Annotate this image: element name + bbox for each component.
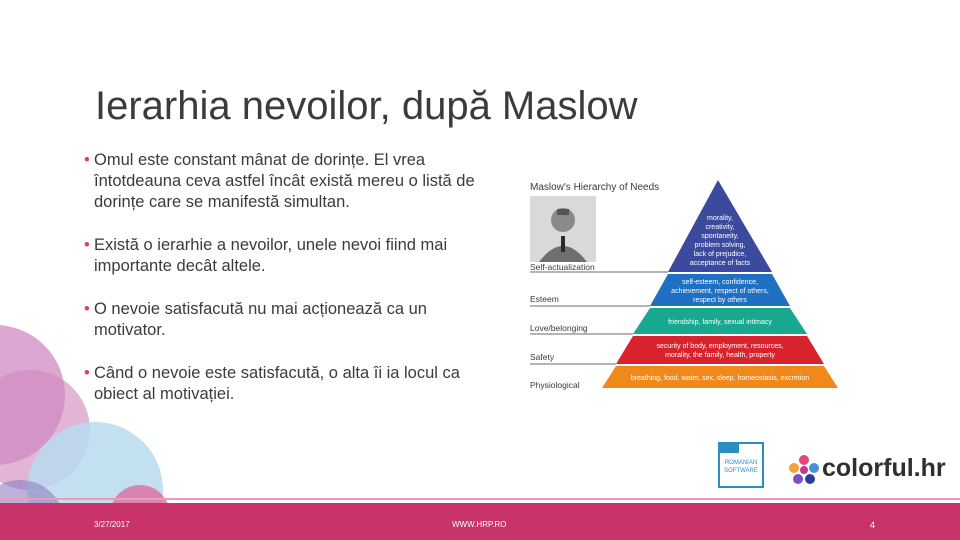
tier-safety: [616, 336, 824, 364]
bullet-text: Când o nevoie este satisfacută, o alta îi ia locul ca obiect al motivației.: [94, 364, 460, 403]
tier-line: morality,: [707, 215, 733, 222]
tier-line: achievement, respect of others,: [671, 288, 769, 295]
bullet-item: [84, 299, 484, 341]
tier-text-love: [668, 319, 772, 326]
bullet-item: [84, 150, 484, 213]
bullet-dot-icon: •: [84, 300, 90, 318]
tier-line: breathing, food, water, sex, sleep, homeostasis, excretion: [630, 375, 810, 382]
colorful-hr-logo: [788, 452, 948, 486]
bullet-text: Există o ierarhie a nevoilor, unele nevoi fiind mai importante decât altele.: [94, 236, 448, 275]
bullet-text: Omul este constant mânat de dorințe. El vrea întotdeauna ceva astfel încât există mereu o listă de dorințe care se manifestă simultan.: [94, 151, 475, 211]
tier-line: lack of prejudice,: [693, 251, 747, 258]
bullet-item: [84, 235, 484, 277]
tier-line: spontaneity,: [701, 233, 739, 240]
tier-line: problem solving,: [694, 242, 746, 249]
romanian-software-logo: [716, 440, 766, 490]
tier-text-physiological: [631, 375, 809, 382]
pyramid-heading: Maslow's Hierarchy of Needs: [530, 182, 660, 193]
level-label: Safety: [530, 352, 555, 362]
bullet-list: [84, 150, 484, 427]
colorful-hr-wordmark: colorful.hr: [822, 454, 946, 482]
slide-title: Ierarhia nevoilor, după Maslow: [95, 84, 638, 128]
level-label: Self-actualization: [530, 262, 595, 272]
maslow-portrait: [530, 196, 596, 262]
page-number: 4: [870, 520, 876, 530]
tier-line: morality, the family, health, property: [665, 352, 775, 359]
level-label: Physiological: [530, 380, 580, 390]
footer-accent-line: [0, 498, 960, 500]
tier-line: self-esteem, confidence,: [682, 279, 758, 286]
logo-text: ROMANIAN: [724, 460, 758, 466]
bullet-dot-icon: •: [84, 364, 90, 382]
bullet-item: [84, 363, 484, 405]
footer-url: WWW.HRP.RO: [452, 520, 507, 529]
tier-line: respect by others: [693, 297, 747, 304]
level-label: Esteem: [530, 294, 559, 304]
tier-line: acceptance of facts: [689, 260, 751, 267]
bullet-dot-icon: •: [84, 236, 90, 254]
footer-date: 3/27/2017: [94, 520, 130, 529]
maslow-pyramid-figure: [526, 176, 844, 392]
bullet-text: O nevoie satisfacută nu mai acționează ca un motivator.: [94, 300, 427, 339]
logo-text: SOFTWARE: [724, 468, 758, 474]
tier-line: creativity,: [705, 224, 735, 231]
bullet-dot-icon: •: [84, 151, 90, 169]
tier-line: friendship, family, sexual intimacy: [668, 319, 772, 326]
tier-line: security of body, employment, resources,: [656, 343, 784, 350]
colorful-dots-icon: [788, 454, 820, 486]
pyramid-svg: [526, 176, 844, 392]
level-label: Love/belonging: [530, 323, 588, 333]
